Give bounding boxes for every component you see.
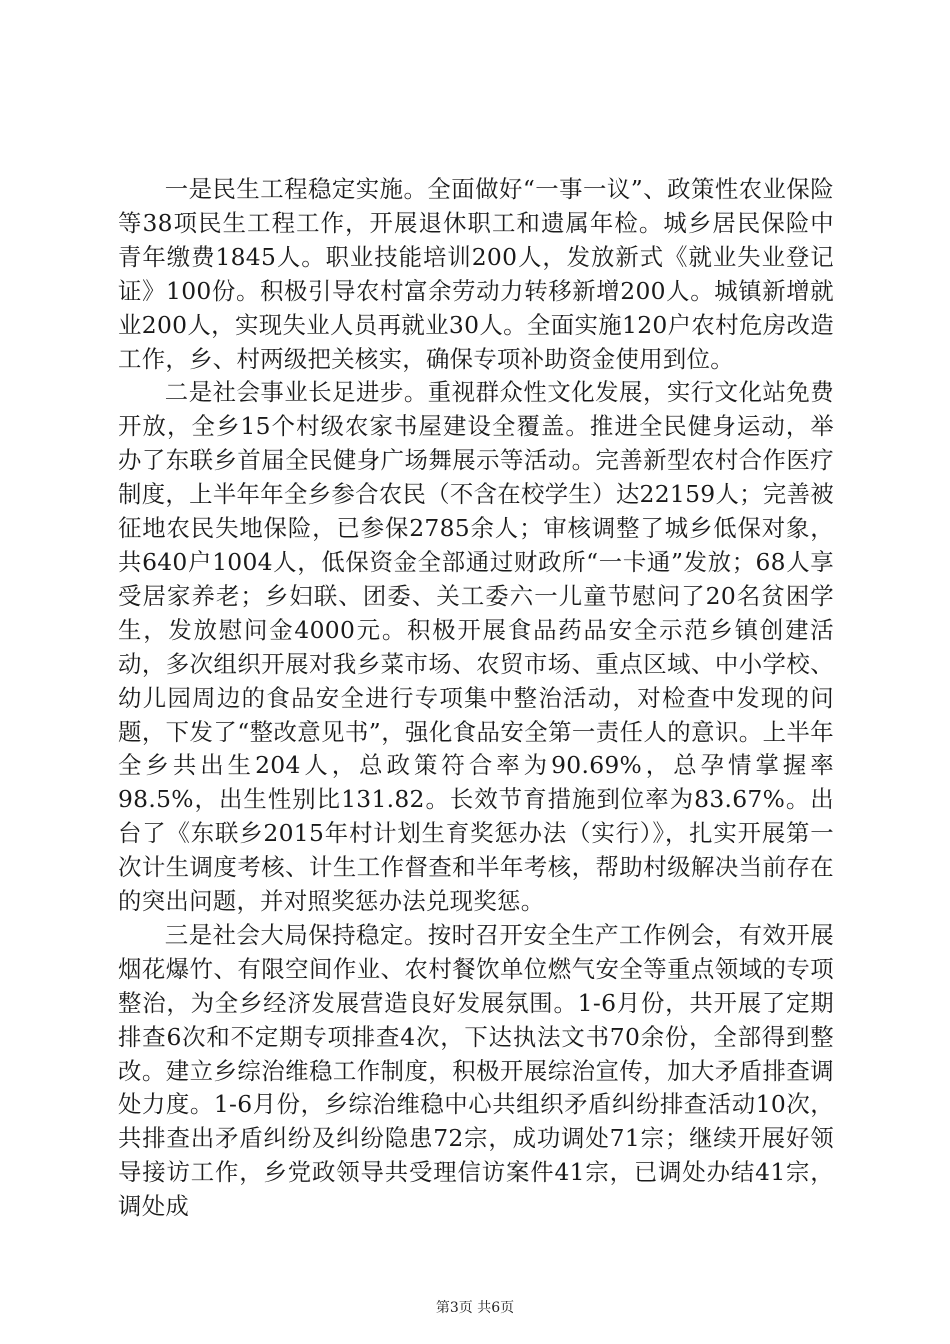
- paragraph-stability: 三是社会大局保持稳定。按时召开安全生产工作例会，有效开展烟花爆竹、有限空间作业、农村餐饮单位燃气安全等重点领域的专项整治，为全乡经济发展营造良好发展氛围。1-6月份，共开展了定期排查6次和不定期专项排查4次，下达执法文书70余份，全部得到整改。建立乡综治维稳工作制度，积极开展综治宣传，加大矛盾排查调处力度。1-6月份，乡综治维稳中心共组织矛盾纠纷排查活动10次，共排查出矛盾纠纷及纠纷隐患72宗，成功调处71宗；继续开展好领导接访工作，乡党政领导共受理信访案件41宗，已调处办结41宗，调处成: [118, 920, 834, 1221]
- page-footer: 第3页 共6页: [435, 1300, 515, 1316]
- body-text: [118, 173, 834, 1224]
- paragraph-livelihood: 一是民生工程稳定实施。全面做好“一事一议”、政策性农业保险等38项民生工程工作，开展退休职工和遗属年检。城乡居民保险中青年缴费1845人。职业技能培训200人，发放新式《就业失业登记证》100份。积极引导农村富余劳动力转移新增200人。城镇新增就业200人，实现失业人员再就业30人。全面实施120户农村危房改造工作，乡、村两级把关核实，确保专项补助资金使用到位。: [118, 175, 834, 373]
- paragraph-social-affairs: 二是社会事业长足进步。重视群众性文化发展，实行文化站免费开放，全乡15个村级农家书屋建设全覆盖。推进全民健身运动，举办了东联乡首届全民健身广场舞展示等活动。完善新型农村合作医疗制度，上半年年全乡参合农民（不含在校学生）达22159人；完善被征地农民失地保险，已参保2785余人；审核调整了城乡低保对象，共640户1004人，低保资金全部通过财政所“一卡通”发放；68人享受居家养老；乡妇联、团委、关工委六一儿童节慰问了20名贫困学生，发放慰问金4000元。积极开展食品药品安全示范乡镇创建活动，多次组织开展对我乡菜市场、农贸市场、重点区域、中小学校、幼儿园周边的食品安全进行专项集中整治活动，对检查中发现的问题，下发了“整改意见书”，强化食品安全第一责任人的意识。上半年全乡共出生204人，总政策符合率为90.69%，总孕情掌握率98.5%，出生性别比131.82。长效节育措施到位率为83.67%。出台了《东联乡2015年村计划生育奖惩办法（实行）》，扎实开展第一次计生调度考核、计生工作督查和半年考核，帮助村级解决当前存在的突出问题，并对照奖惩办法兑现奖惩。: [118, 378, 834, 916]
